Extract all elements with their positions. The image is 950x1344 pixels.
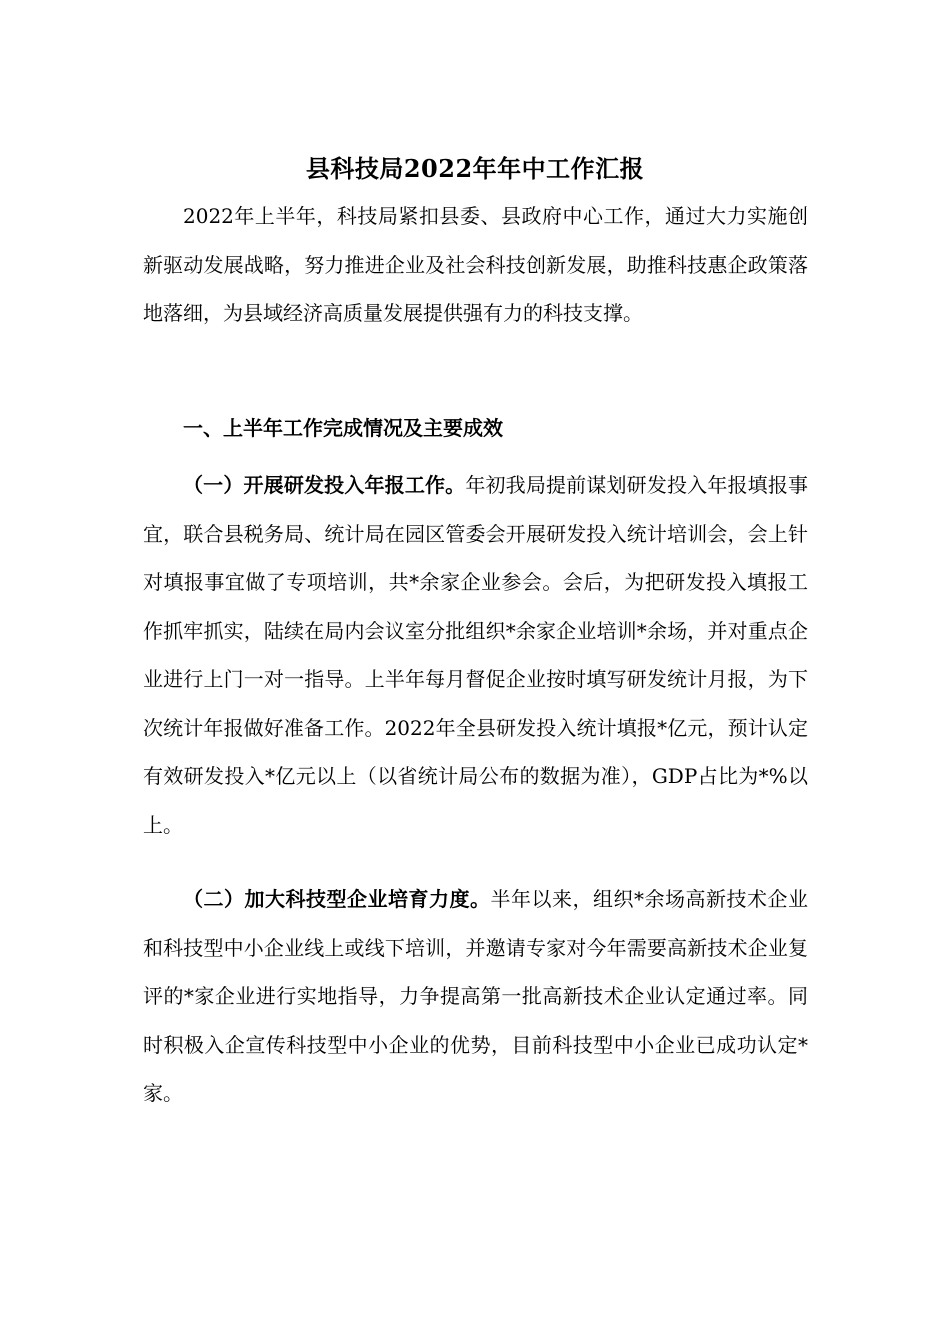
item-1-lead: （一）开展研发投入年报工作。 xyxy=(183,473,466,497)
item-2-lead: （二）加大科技型企业培育力度。 xyxy=(183,887,491,911)
item-1-body: 年初我局提前谋划研发投入年报填报事宜，联合县税务局、统计局在园区管委会开展研发投入统计培训会，会上针对填报事宜做了专项培训，共*余家企业参会。会后，为把研发投入填报工作抓牢抓实，陆续在局内会议室分批组织*余家企业培训*余场，并对重点企业进行上门一对一指导。上半年每月督促企业按时填写研发统计月报，为下次统计年报做好准备工作。2022年全县研发投入统计填报*亿元，预计认定有效研发投入*亿元以上（以省统计局公布的数据为准），GDP占比为*%以上。 xyxy=(143,473,809,837)
section-heading: 一、上半年工作完成情况及主要成效 xyxy=(183,416,503,440)
document-title: 县科技局2022年年中工作汇报 xyxy=(305,154,645,184)
intro-paragraph: 2022年上半年，科技局紧扣县委、县政府中心工作，通过大力实施创新驱动发展战略，努力推进企业及社会科技创新发展，助推科技惠企政策落地落细，为县域经济高质量发展提供强有力的科技支撑。 xyxy=(143,204,808,325)
item-2-body: 半年以来，组织*余场高新技术企业和科技型中小企业线上或线下培训，并邀请专家对今年需要高新技术企业复评的*家企业进行实地指导，力争提高第一批高新技术企业认定通过率。同时积极入企宣传科技型中小企业的优势，目前科技型中小企业已成功认定*家。 xyxy=(143,887,808,1105)
item-paragraph-1 xyxy=(143,461,808,849)
item-paragraph-2 xyxy=(143,875,808,1118)
